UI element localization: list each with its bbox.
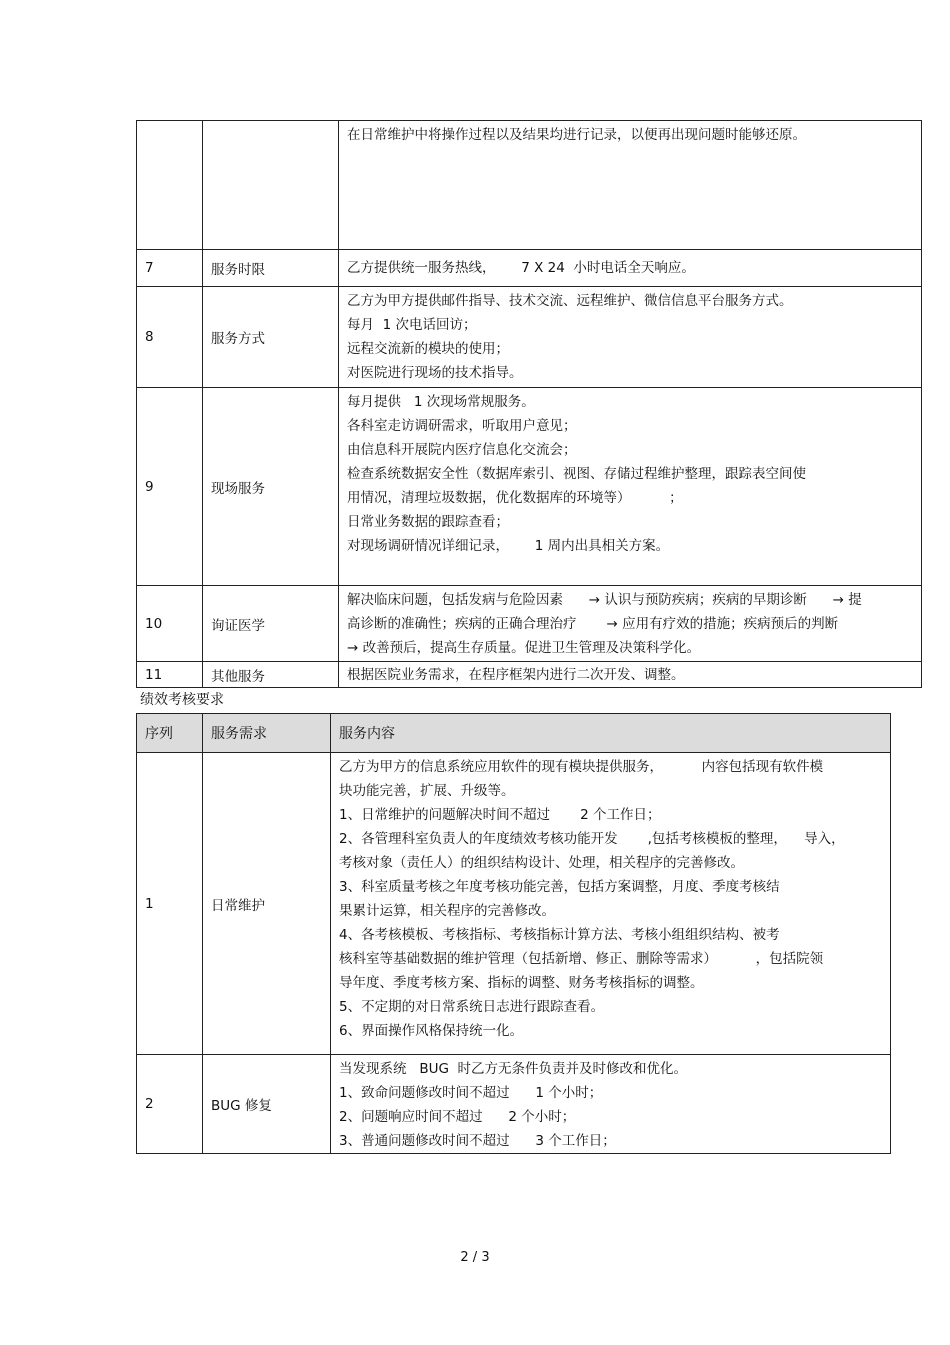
content-line: 6、界面操作风格保持统一化。 bbox=[339, 1023, 524, 1039]
content-line: 用情况，清理垃圾数据，优化数据库的环境等） ； bbox=[347, 490, 683, 506]
row-service: 服务方式 bbox=[203, 287, 339, 388]
header-service-need: 服务需求 bbox=[203, 714, 331, 753]
content-line: 导年度、季度考核方案、指标的调整、财务考核指标的调整。 bbox=[339, 975, 704, 991]
content-line: 乙方提供统一服务热线， 7 X 24 小时电话全天响应。 bbox=[347, 260, 695, 276]
content-line: 当发现系统 BUG 时乙方无条件负责并及时修改和优化。 bbox=[339, 1061, 688, 1077]
content-line: 每月提供 1 次现场常规服务。 bbox=[347, 394, 535, 410]
row-number: 10 bbox=[137, 586, 203, 662]
table-row bbox=[137, 287, 922, 388]
service-table bbox=[136, 120, 922, 688]
content-line: 解决临床问题，包括发病与危险因素 → 认识与预防疾病；疾病的早期诊断 → 提 bbox=[347, 592, 862, 608]
row-service: 服务时限 bbox=[203, 250, 339, 287]
content-line: 由信息科开展院内医疗信息化交流会； bbox=[347, 442, 577, 458]
row-service: BUG 修复 bbox=[203, 1055, 331, 1154]
row-number: 1 bbox=[137, 753, 203, 1055]
row-content bbox=[331, 753, 891, 1055]
content-line: 对现场调研情况详细记录， 1 周内出具相关方案。 bbox=[347, 538, 670, 554]
table-row bbox=[137, 586, 922, 662]
row-content bbox=[339, 121, 922, 250]
row-content bbox=[339, 287, 922, 388]
content-line: 4、各考核模板、考核指标、考核指标计算方法、考核小组组织结构、被考 bbox=[339, 927, 780, 943]
row-number: 2 bbox=[137, 1055, 203, 1154]
row-number: 9 bbox=[137, 388, 203, 586]
row-number: 8 bbox=[137, 287, 203, 388]
content-line: 2、各管理科室负责人的年度绩效考核功能开发 ,包括考核模板的整理， 导入， bbox=[339, 831, 845, 847]
row-number: 7 bbox=[137, 250, 203, 287]
table-row bbox=[137, 250, 922, 287]
table-row bbox=[137, 753, 891, 1055]
header-sequence: 序列 bbox=[137, 714, 203, 753]
row-number: 11 bbox=[137, 662, 203, 688]
content-line: → 改善预后，提高生存质量。促进卫生管理及决策科学化。 bbox=[347, 640, 701, 656]
content-line: 核科室等基础数据的维护管理（包括新增、修正、删除等需求） ，包括院领 bbox=[339, 951, 824, 967]
row-content bbox=[331, 1055, 891, 1154]
content-line: 2、问题响应时间不超过 2 个小时； bbox=[339, 1109, 576, 1125]
content-line: 5、不定期的对日常系统日志进行跟踪查看。 bbox=[339, 999, 605, 1015]
content-line: 1、日常维护的问题解决时间不超过 2 个工作日； bbox=[339, 807, 661, 823]
row-service: 现场服务 bbox=[203, 388, 339, 586]
table-row bbox=[137, 662, 922, 688]
table-row bbox=[137, 1055, 891, 1154]
header-service-content: 服务内容 bbox=[331, 714, 891, 753]
content-line: 考核对象（责任人）的组织结构设计、处理，相关程序的完善修改。 bbox=[339, 855, 744, 871]
row-service bbox=[203, 121, 339, 250]
row-service: 询证医学 bbox=[203, 586, 339, 662]
table-header-row bbox=[137, 714, 891, 753]
row-content bbox=[339, 586, 922, 662]
row-service: 其他服务 bbox=[203, 662, 339, 688]
content-line: 检查系统数据安全性（数据库索引、视图、存储过程维护整理，跟踪表空间使 bbox=[347, 466, 806, 482]
table-row bbox=[137, 388, 922, 586]
content-line: 各科室走访调研需求，听取用户意见； bbox=[347, 418, 577, 434]
content-line: 高诊断的准确性；疾病的正确合理治疗 → 应用有疗效的措施；疾病预后的判断 bbox=[347, 616, 839, 632]
content-line: 对医院进行现场的技术指导。 bbox=[347, 365, 523, 381]
content-line: 果累计运算，相关程序的完善修改。 bbox=[339, 903, 555, 919]
content-line: 根据医院业务需求，在程序框架内进行二次开发、调整。 bbox=[347, 666, 685, 683]
content-line: 在日常维护中将操作过程以及结果均进行记录，以便再出现问题时能够还原。 bbox=[347, 127, 806, 143]
row-content bbox=[339, 388, 922, 586]
content-line: 远程交流新的模块的使用； bbox=[347, 341, 509, 357]
table-row bbox=[137, 121, 922, 250]
section-title: 绩效考核要求 bbox=[140, 692, 224, 708]
content-line: 3、科室质量考核之年度考核功能完善，包括方案调整，月度、季度考核结 bbox=[339, 879, 780, 895]
row-number bbox=[137, 121, 203, 250]
row-content bbox=[339, 250, 922, 287]
content-line: 每月 1 次电话回访； bbox=[347, 317, 477, 333]
page-number: 2 / 3 bbox=[460, 1250, 490, 1265]
content-line: 乙方为甲方的信息系统应用软件的现有模块提供服务， 内容包括现有软件模 bbox=[339, 759, 824, 775]
content-line: 乙方为甲方提供邮件指导、技术交流、远程维护、微信信息平台服务方式。 bbox=[347, 293, 793, 309]
content-line: 1、致命问题修改时间不超过 1 个小时； bbox=[339, 1085, 603, 1101]
content-line: 块功能完善，扩展、升级等。 bbox=[339, 783, 515, 799]
row-service: 日常维护 bbox=[203, 753, 331, 1055]
content-line: 3、普通问题修改时间不超过 3 个工作日； bbox=[339, 1133, 616, 1149]
row-content bbox=[339, 662, 922, 688]
performance-table bbox=[136, 713, 891, 1154]
content-line: 日常业务数据的跟踪查看； bbox=[347, 514, 509, 530]
